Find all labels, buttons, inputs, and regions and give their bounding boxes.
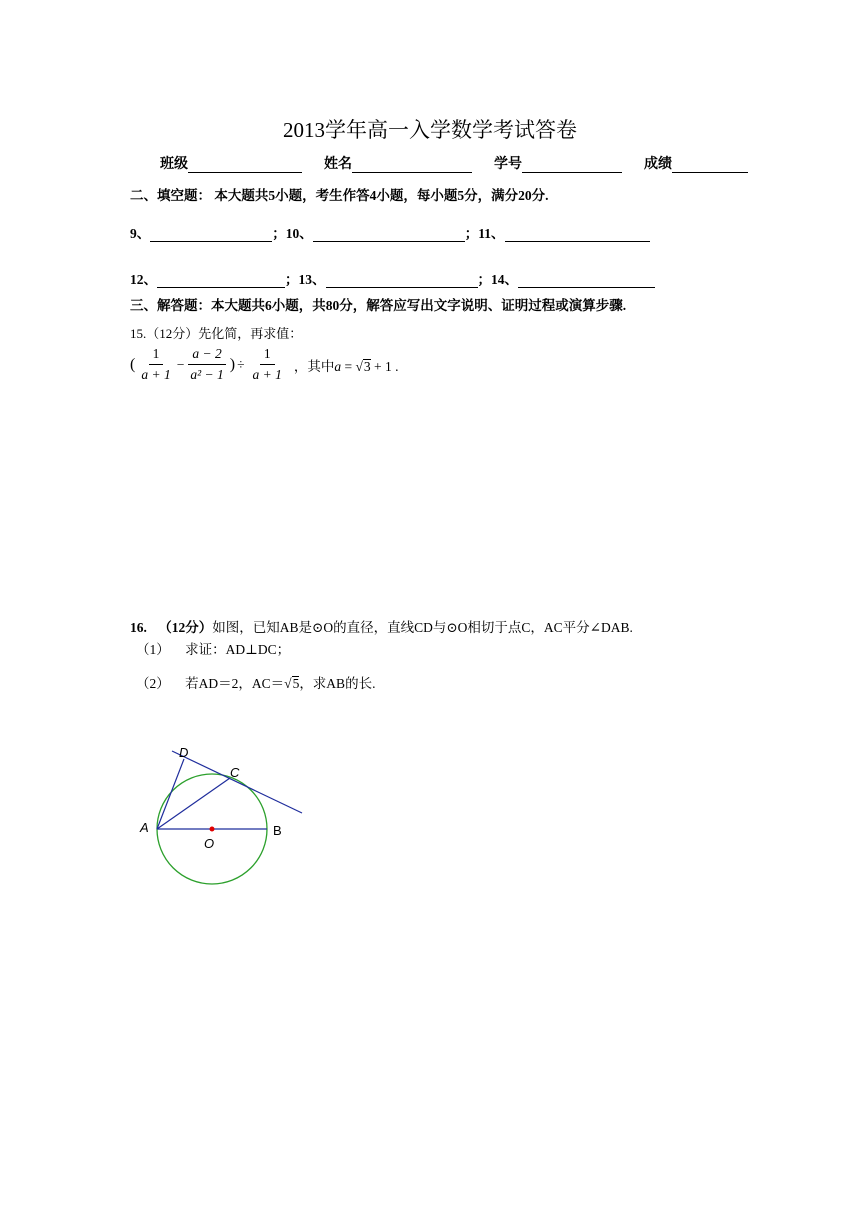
- score-field[interactable]: [672, 156, 748, 173]
- answer-blank-12[interactable]: [157, 273, 285, 288]
- section-answer-heading: 三、解答题：本大题共6小题，共80分，解答应写出文字说明、证明过程或演算步骤.: [130, 298, 627, 313]
- blank-label-14: ；14、: [477, 272, 518, 287]
- q15-fraction-1: $\frac{1}{a + 1}$: [141, 346, 171, 382]
- point-label-o: O: [204, 836, 215, 851]
- answer-blank-14[interactable]: [518, 273, 655, 288]
- blank-label-10: ；10、: [272, 226, 313, 241]
- name-label: 姓名: [324, 157, 352, 172]
- blank-label-13: ；13、: [285, 272, 326, 287]
- point-label-b: B: [273, 823, 282, 838]
- student-id-field[interactable]: [522, 156, 622, 173]
- fill-blanks-row-1: [130, 222, 650, 242]
- q15-minus: −: [176, 356, 185, 372]
- q16-part-2: （2） 若AD＝2，AC＝√5，求AB的长.: [136, 676, 376, 691]
- page-title: 2013学年高一入学数学考试答卷: [283, 118, 577, 142]
- sqrt-icon: √: [355, 358, 363, 374]
- tangent-line-cd: [172, 751, 302, 813]
- class-field[interactable]: [188, 156, 302, 173]
- q15-open-paren: (: [130, 355, 136, 373]
- point-label-a: A: [140, 820, 149, 835]
- name-field[interactable]: [352, 156, 472, 173]
- answer-blank-9[interactable]: [150, 227, 272, 242]
- q15-fraction-2: $\frac{a - 2}{\text{a² − 1}}$: [190, 346, 224, 382]
- fill-blanks-row-2: [130, 268, 655, 288]
- student-id-label: 学号: [494, 157, 522, 172]
- geometry-figure: [130, 740, 320, 900]
- q15-condition: ，其中a = √3 + 1 .: [293, 358, 399, 374]
- point-label-c: C: [230, 765, 240, 780]
- answer-blank-13[interactable]: [326, 273, 478, 288]
- q16-statement: [130, 616, 633, 636]
- score-label: 成绩: [644, 157, 672, 172]
- segment-ad: [157, 759, 184, 829]
- answer-blank-11[interactable]: [505, 227, 650, 242]
- q16-number: 16.: [130, 620, 147, 635]
- answer-blank-10[interactable]: [313, 227, 465, 242]
- blank-label-11: ；11、: [464, 226, 505, 241]
- center-point-o: [210, 827, 215, 832]
- segment-ac: [157, 778, 230, 829]
- q15-fraction-3: $\frac{1}{a + 1}$: [252, 346, 282, 382]
- sqrt-icon: √: [284, 676, 292, 691]
- q15-expression: [130, 344, 399, 385]
- q16-text: 如图，已知AB是⊙O的直径，直线CD与⊙O相切于点C，AC平分∠DAB.: [212, 620, 633, 635]
- class-label: 班级: [160, 157, 188, 172]
- point-label-d: D: [179, 745, 189, 760]
- q15-divide: ÷: [237, 356, 245, 372]
- section-fill-in-heading: 二、填空题： 本大题共5小题，考生作答4小题，每小题5分，满分20分.: [130, 188, 549, 203]
- q16-score: （12分）: [158, 620, 213, 635]
- header-fields: [160, 153, 748, 173]
- q15-close-paren: ): [229, 355, 236, 373]
- blank-label-9: 9、: [130, 226, 151, 241]
- q15-header: 15.（12分）先化简，再求值：: [130, 326, 303, 341]
- blank-label-12: 12、: [130, 272, 157, 287]
- q16-part-1: （1） 求证：AD⊥DC；: [136, 642, 291, 657]
